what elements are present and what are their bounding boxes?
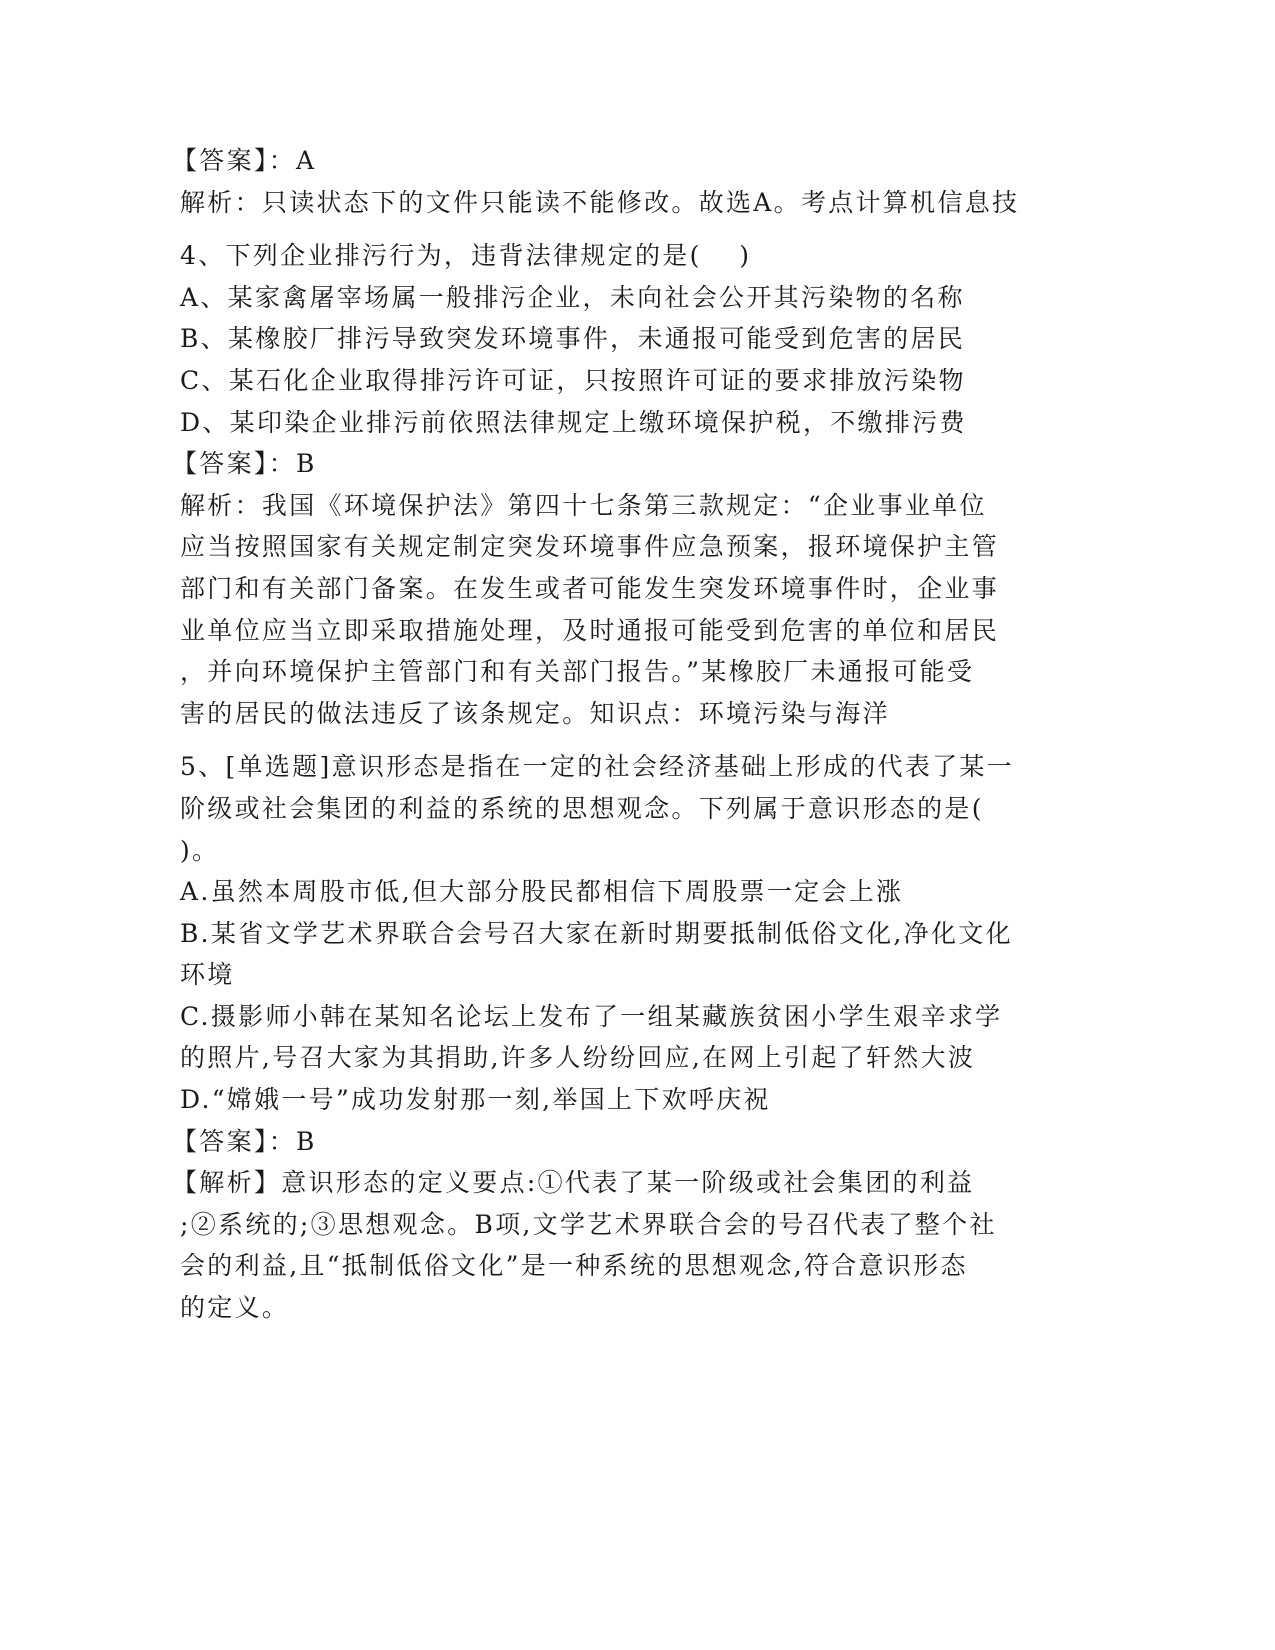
question-4-stem: 4、下列企业排污行为，违背法律规定的是( ) — [180, 241, 752, 271]
question-5-stem-line: 阶级或社会集团的利益的系统的思想观念。下列属于意识形态的是( — [180, 793, 984, 823]
question-4-analysis-line: 解析：我国《环境保护法》第四十七条第三款规定：“企业事业单位 — [180, 490, 987, 520]
question-4-option-c: C、某石化企业取得排污许可证，只按照许可证的要求排放污染物 — [180, 365, 966, 395]
analysis-line: 解析：只读状态下的文件只能读不能修改。故选A。考点计算机信息技 — [180, 187, 1020, 217]
question-5-option-c-cont: 的照片,号召大家为其捐助,许多人纷纷回应,在网上引起了轩然大波 — [180, 1043, 976, 1073]
question-4-option-d: D、某印染企业排污前依照法律规定上缴环境保护税，不缴排污费 — [180, 407, 967, 437]
answer-line: 【答案】：A — [172, 146, 317, 175]
question-4-analysis-line: 部门和有关部门备案。在发生或者可能发生突发环境事件时，企业事 — [180, 573, 1000, 603]
question-4-analysis-line: 应当按照国家有关规定制定突发环境事件应急预案，报环境保护主管 — [180, 532, 1000, 562]
question-5-option-c: C.摄影师小韩在某知名论坛上发布了一组某藏族贫困小学生艰辛求学 — [180, 1001, 1003, 1031]
question-4-option-b: B、某橡胶厂排污导致突发环境事件，未通报可能受到危害的居民 — [180, 324, 966, 354]
paragraph-gap — [180, 223, 1060, 235]
question-4-answer: 【答案】：B — [172, 449, 317, 479]
question-4-analysis-line: 业单位应当立即采取措施处理，及时通报可能受到危害的单位和居民 — [180, 615, 1000, 645]
question-5-analysis-line: ;②系统的;③思想观念。B项,文学艺术界联合会的号召代表了整个社 — [180, 1209, 997, 1239]
question-5-option-b-cont: 环境 — [180, 960, 235, 990]
question-5-stem-line: )。 — [180, 835, 220, 865]
question-4-analysis-line: ，并向环境保护主管部门和有关部门报告。”某橡胶厂未通报可能受 — [180, 657, 975, 687]
question-5-option-b: B.某省文学艺术界联合会号召大家在新时期要抵制低俗文化,净化文化 — [180, 918, 1013, 948]
question-5-option-a: A.虽然本周股市低,但大部分股民都相信下周股票一定会上涨 — [180, 877, 904, 907]
question-5-analysis-line: 【解析】意识形态的定义要点:①代表了某一阶级或社会集团的利益 — [172, 1168, 975, 1198]
question-4-analysis-line: 害的居民的做法违反了该条规定。知识点：环境污染与海洋 — [180, 698, 890, 728]
question-5-analysis-line: 的定义。 — [180, 1293, 290, 1323]
question-5-stem-line: 5、[单选题]意识形态是指在一定的社会经济基础上形成的代表了某一 — [180, 752, 1015, 782]
question-4-option-a: A、某家禽屠宰场属一般排污企业，未向社会公开其污染物的名称 — [180, 282, 965, 312]
question-5-analysis-line: 会的利益,且“抵制低俗文化”是一种系统的思想观念,符合意识形态 — [180, 1251, 968, 1281]
document-page — [172, 140, 1060, 1329]
paragraph-gap — [180, 734, 1060, 746]
question-5-answer: 【答案】：B — [172, 1126, 317, 1156]
question-5-option-d: D.“嫦娥一号”成功发射那一刻,举国上下欢呼庆祝 — [180, 1085, 771, 1115]
